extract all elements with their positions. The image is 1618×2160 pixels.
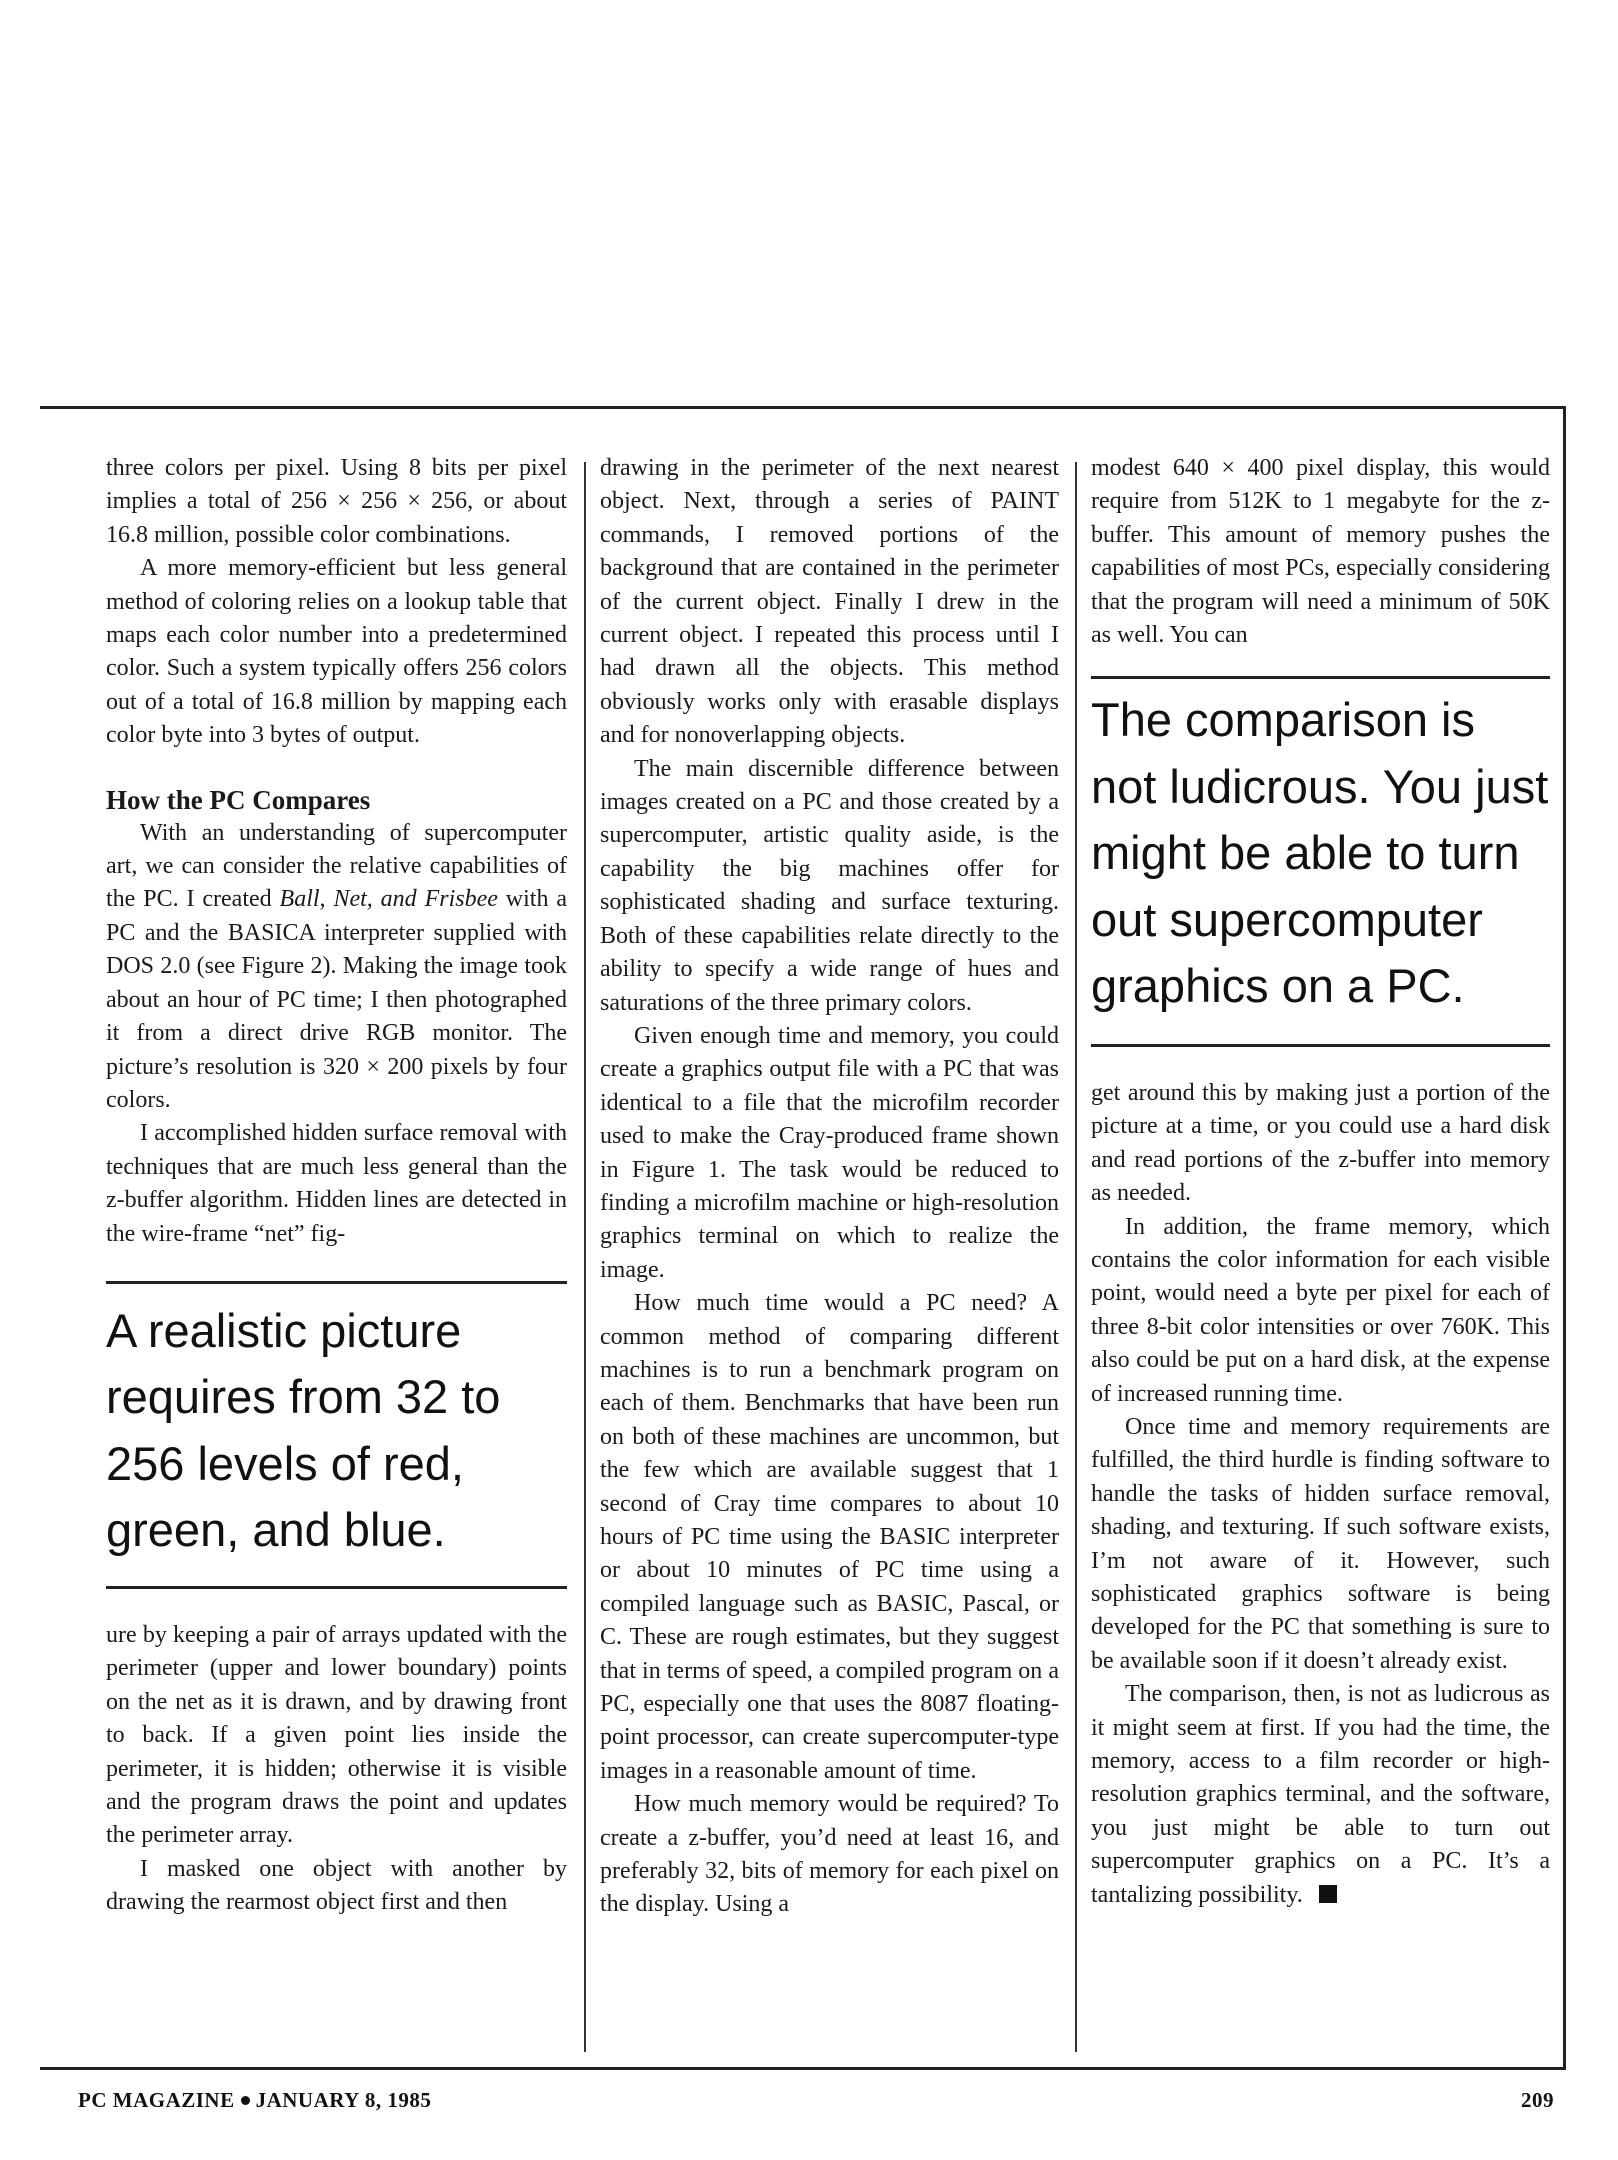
issue-date: JANUARY 8, 1985 — [255, 2088, 432, 2112]
article-column-3 — [1091, 452, 1550, 1912]
paragraph: The main discernible difference between images created on a PC and those created by a supercomputer, artistic quality aside, is the capability the big machines offer for sophisticated shading and surface texturing. Both of these capabilities relate directly to the ability to specify a wide range of hues and saturations of the three primary colors. — [600, 755, 1059, 1016]
end-of-article-mark — [1319, 1885, 1337, 1903]
paragraph: How much time would a PC need? A common method of comparing different machines is to run a benchmark program on each of them. Benchmarks that have been run on both of these machines are uncommon, but the few which are available suggest that 1 second of Cray time compares to about 10 hours of PC time using the BASIC interpreter or about 10 minutes of PC time using a compiled language such as BASIC, Pascal, or C. These are rough estimates, but they suggest that in terms of speed, a compiled program on a PC, especially one that uses the 8087 floating-point processor, can create supercomputer-type images in a reasonable amount of time. — [600, 1290, 1059, 1784]
section-heading: How the PC Compares — [106, 784, 371, 815]
paragraph: A more memory-efficient but less general method of coloring relies on a lookup table that maps each color number into a predetermined color. Such a system typically offers 256 colors out of a total of 16.8 million by mapping each color byte into 3 bytes of output. — [106, 555, 567, 749]
right-rule — [1563, 406, 1566, 2070]
paragraph: I accomplished hidden surface removal with techniques that are much less general than the z-buffer algorithm. Hidden lines are detected in the wire-frame “net” fig- — [106, 1120, 567, 1247]
paragraph: In addition, the frame memory, which contains the color information for each visible point, would need a byte per pixel for each of three 8-bit color intensities or over 760K. This also could be put on a hard disk, at the expense of increased running time. — [1091, 1213, 1550, 1407]
bottom-rule — [40, 2067, 1566, 2070]
paragraph: get around this by making just a portion of the picture at a time, or you could use a hard disk and read portions of the z-buffer into memory as needed. — [1091, 1079, 1550, 1207]
top-rule — [40, 406, 1566, 409]
paragraph: Given enough time and memory, you could create a graphics output file with a PC that was identical to a file that the microfilm recorder used to make the Cray-produced frame shown in Figure 1. The task would be reduced to finding a microfilm machine or high-resolution graphics terminal on which to realize the image. — [600, 1022, 1059, 1283]
paragraph: I masked one object with another by drawing the rearmost object first and then — [106, 1855, 567, 1916]
paragraph: How much memory would be required? To create a z-buffer, you’d need at least 16, and preferably 32, bits of memory for each pixel on the display. Using a — [600, 1791, 1059, 1918]
pull-quote: The comparison is not ludicrous. You just might be able to turn out supercomputer graphics on a PC. — [1091, 676, 1550, 1047]
paragraph: modest 640 × 400 pixel display, this would require from 512K to 1 megabyte for the z-buffer. This amount of memory pushes the capabilities of most PCs, especially considering that the program will need a minimum of 50K as well. You can — [1091, 455, 1550, 649]
paragraph: With an understanding of supercomputer art, we can consider the relative capabilities of the PC. I created Ball, Net, and Frisbee with a PC and the BASICA interpreter supplied with DOS 2.0 (see Figure 2). Making the image took about an hour of PC time; I then photographed it from a direct drive RGB monitor. The picture’s resolution is 320 × 200 pixels by four colors. — [106, 819, 568, 1113]
footer-publication — [78, 2088, 431, 2113]
column-divider — [584, 462, 586, 2052]
paragraph: three colors per pixel. Using 8 bits per pixel implies a total of 256 × 256 × 256, or about 16.8 million, possible color combinations. — [106, 455, 567, 548]
magazine-name: PC MAGAZINE — [78, 2088, 235, 2112]
column-divider — [1075, 462, 1077, 2052]
artwork-title: Ball, Net, and Frisbee — [279, 886, 498, 913]
paragraph: ure by keeping a pair of arrays updated with the perimeter (upper and lower boundary) points on the net as it is drawn, and by drawing front to back. If a given point lies inside the perimeter, it is hidden; otherwise it is visible and the program draws the point and updates the perimeter array. — [106, 1621, 567, 1849]
article-column-2 — [600, 452, 1059, 1922]
bullet-icon — [241, 2096, 250, 2105]
page-number: 209 — [1521, 2088, 1554, 2112]
paragraph: Once time and memory requirements are fulfilled, the third hurdle is finding software to handle the tasks of hidden surface removal, shading, and texturing. If such software exists, I’m not aware of it. However, such sophisticated graphics software is being developed for the PC that something is sure to be available soon if it doesn’t already exist. — [1091, 1414, 1550, 1674]
paragraph: drawing in the perimeter of the next nearest object. Next, through a series of PAINT commands, I removed portions of the background that are contained in the perimeter of the current object. Finally I drew in the current object. I repeated this process until I had drawn all the objects. This method obviously works only with erasable displays and for nonoverlapping objects. — [600, 455, 1059, 749]
pull-quote: A realistic picture requires from 32 to 256 levels of red, green, and blue. — [106, 1281, 567, 1589]
paragraph: The comparison, then, is not as ludicrous as it might seem at first. If you had the time, the memory, access to a film recorder or high-resolution graphics terminal, and the software, you just might be able to turn out supercomputer graphics on a PC. It’s a tantalizing possibility. — [1091, 1681, 1550, 1908]
article-column-1 — [106, 452, 567, 1920]
